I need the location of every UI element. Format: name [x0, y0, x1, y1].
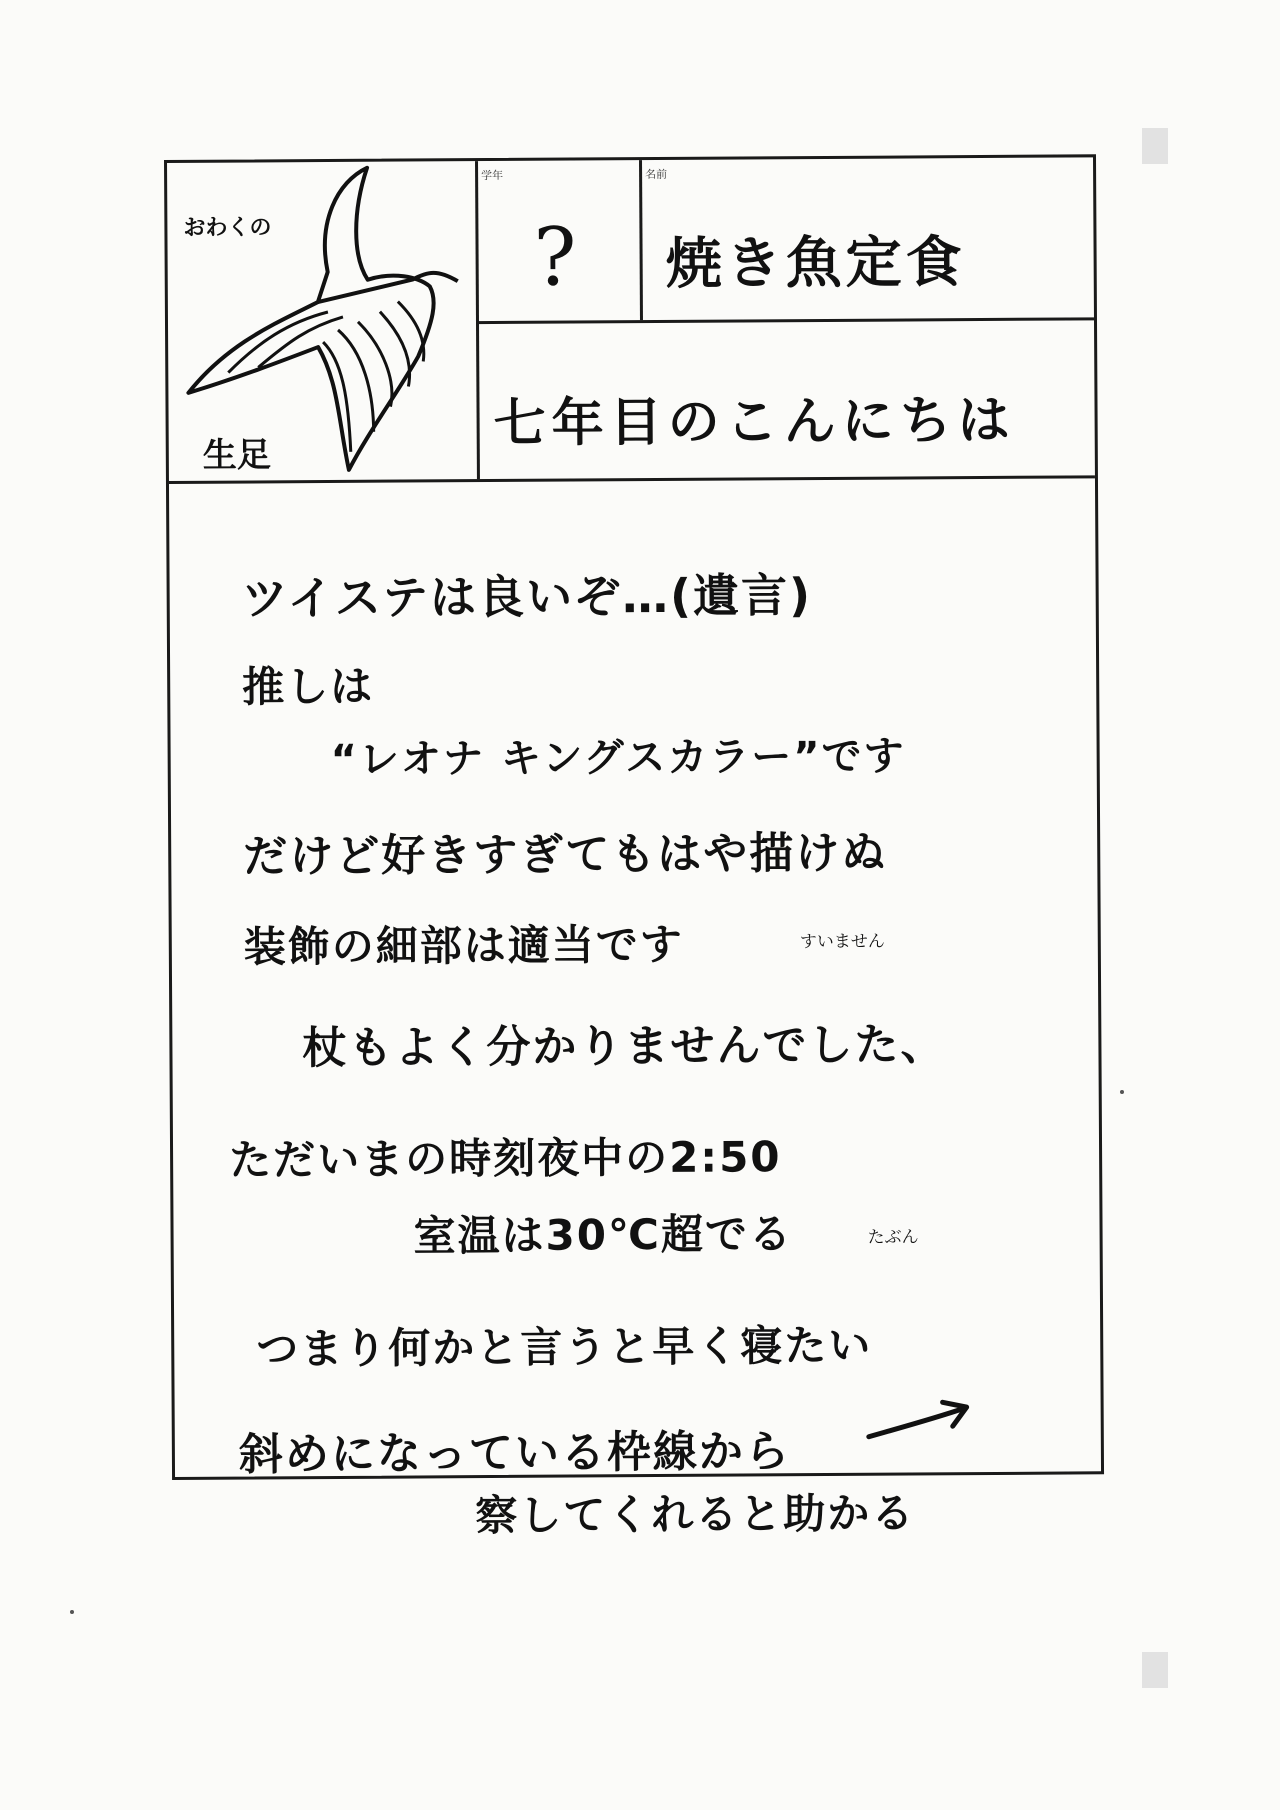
scan-speck — [1120, 1090, 1124, 1094]
body-line: “レオナ キングスカラー”です — [330, 733, 906, 783]
page-title: 七年目のこんにちは — [493, 390, 1016, 454]
aside-note: たぶん — [867, 1227, 919, 1248]
grade-caption: 学年 — [481, 168, 504, 183]
name-value: 焼き魚定食 — [665, 230, 966, 297]
grade-value: ? — [533, 210, 577, 304]
body-line: 装飾の細部は適当です — [243, 919, 684, 972]
scan-speck — [70, 1610, 74, 1614]
left-label-top: おわくの — [183, 215, 272, 241]
scan-marker — [1142, 1652, 1168, 1688]
body-line: ツイステは良いぞ…(遺言) — [241, 568, 813, 626]
body-line: だけど好きすぎてもはや描けぬ — [243, 827, 888, 883]
divider — [639, 160, 643, 320]
scan-marker — [1142, 128, 1168, 164]
name-caption: 名前 — [645, 167, 668, 182]
body-line: 推しは — [242, 661, 375, 712]
manuscript-frame — [164, 154, 1104, 1541]
arrow-icon — [865, 1396, 975, 1447]
body-line: 室温は30℃超でる — [413, 1209, 794, 1261]
body-line: 杖もよく分かりませんでした、 — [302, 1019, 947, 1075]
fish-tail-icon — [167, 161, 477, 481]
body-line: つまり何かと言うと早く寝たい — [256, 1320, 873, 1374]
body-line: 察してくれると助かる — [475, 1488, 916, 1541]
left-label-bottom: 生足 — [202, 435, 271, 476]
body-line: 斜めになっている枠線から — [238, 1426, 792, 1481]
body-line: ただいまの時刻夜中の2:50 — [228, 1132, 782, 1185]
divider — [476, 317, 1094, 324]
aside-note: すいません — [799, 931, 885, 953]
